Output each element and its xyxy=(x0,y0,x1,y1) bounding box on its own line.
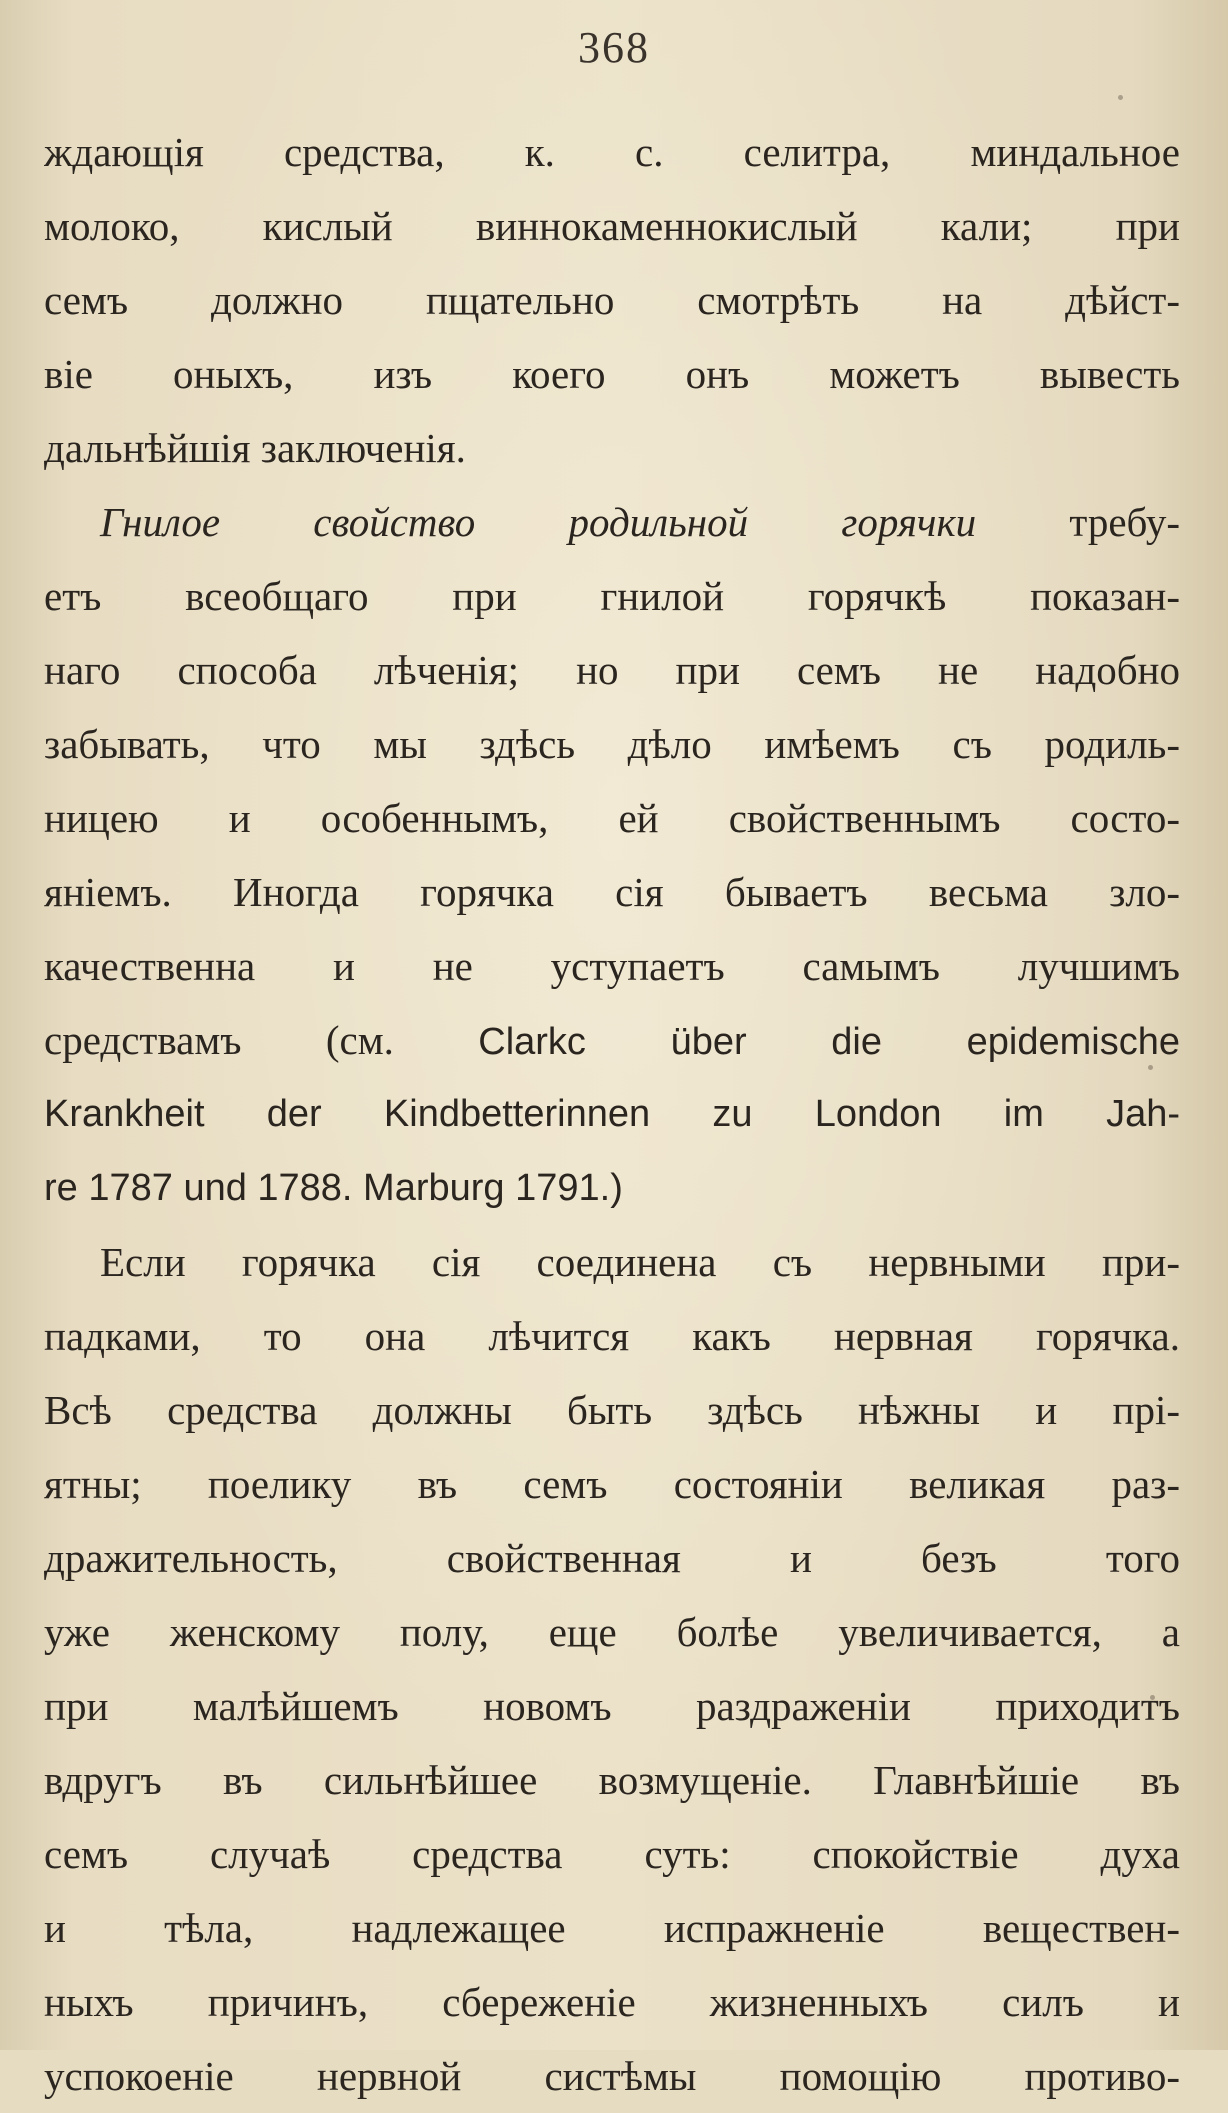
paper-speck xyxy=(1148,1065,1153,1070)
citation-line xyxy=(44,1003,1180,1077)
paragraph-first-line xyxy=(44,485,1180,559)
text-line: віе оныхъ, изъ коего онъ можетъ вывесть xyxy=(44,351,1180,397)
page-body-text xyxy=(44,115,1180,2113)
text-line: етъ всеобщаго при гнилой горячкѣ показан- xyxy=(44,573,1180,619)
paper-speck xyxy=(1150,1695,1155,1700)
text-line: Если горячка сія соединена съ нервными при- xyxy=(100,1239,1180,1285)
latin-citation-line: Krankheit der Kindbetterinnen zu London im Jah- xyxy=(44,1093,1180,1135)
text-line: семъ случаѣ средства суть: спокойствіе духа xyxy=(44,1831,1180,1877)
text-line: ятны; поелику въ семъ состояніи великая раз- xyxy=(44,1461,1180,1507)
text-line: успокоеніе нервной систѣмы помощію противо- xyxy=(44,2053,1180,2099)
text-segment: средствамъ (см. xyxy=(44,1017,394,1063)
latin-citation-line: re 1787 und 1788. Marburg 1791.) xyxy=(44,1167,623,1209)
text-segment: требу- xyxy=(1069,499,1180,545)
text-line: ницею и особеннымъ, ей свойственнымъ состо- xyxy=(44,795,1180,841)
text-line: Всѣ средства должны быть здѣсь нѣжны и прі- xyxy=(44,1387,1180,1433)
text-line: яніемъ. Иногда горячка сія бываетъ весьма зло- xyxy=(44,869,1180,915)
text-line: дражительность, свойственная и безъ того xyxy=(44,1535,1180,1581)
page-number: 368 xyxy=(578,23,650,72)
text-line: уже женскому полу, еще болѣе увеличивается, а xyxy=(44,1609,1180,1655)
text-line: молоко, кислый виннокаменнокислый кали; при xyxy=(44,203,1180,249)
italic-heading-phrase: Гнилое свойство родильной горячки xyxy=(100,499,977,545)
text-line: наго способа лѣченія; но при семъ не надобно xyxy=(44,647,1180,693)
text-line: дальнѣйшія заключенія. xyxy=(44,425,466,471)
text-line: качественна и не уступаетъ самымъ лучшимъ xyxy=(44,943,1180,989)
paper-speck xyxy=(1118,95,1123,100)
text-line: забывать, что мы здѣсь дѣло имѣемъ съ родиль- xyxy=(44,721,1180,767)
latin-citation: Clarkc über die epidemische xyxy=(478,1021,1180,1063)
text-line: падками, то она лѣчится какъ нервная горячка. xyxy=(44,1313,1180,1359)
text-line: семъ должно пщательно смотрѣть на дѣйст- xyxy=(44,277,1180,323)
text-line: вдругъ въ сильнѣйшее возмущеніе. Главнѣйшіе въ xyxy=(44,1757,1180,1803)
text-line: ныхъ причинъ, сбереженіе жизненныхъ силъ и xyxy=(44,1979,1180,2025)
text-line: и тѣла, надлежащее испражненіе веществен- xyxy=(44,1905,1180,1951)
text-line: при малѣйшемъ новомъ раздраженіи приходитъ xyxy=(44,1683,1180,1729)
text-line: ждающія средства, к. с. селитра, миндальное xyxy=(44,129,1180,175)
